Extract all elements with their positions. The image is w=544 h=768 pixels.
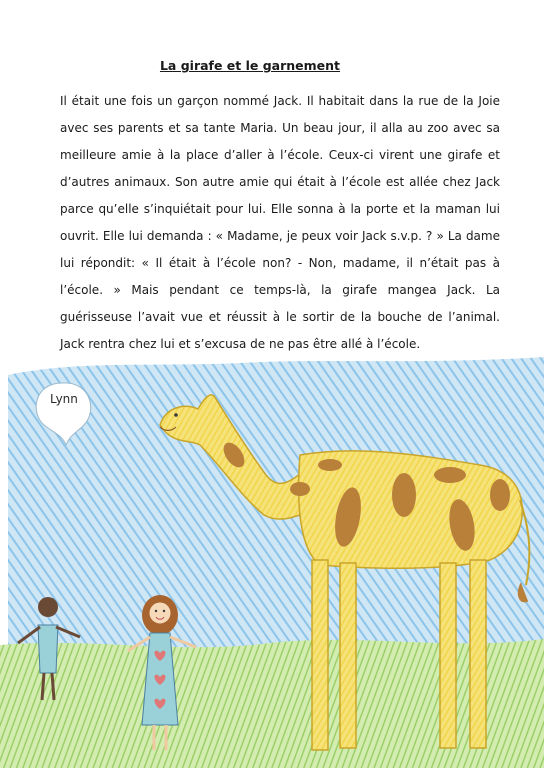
artist-signature: Lynn: [50, 392, 78, 406]
story-title: La girafe et le garnement: [159, 58, 341, 73]
story-body: Il était une fois un garçon nommé Jack. Il habitait dans la rue de la Joie avec ses parents et sa tante Maria. Un beau jour, il alla au zoo avec sa meilleure amie à la place d’aller à l’école. Ceux-ci virent une girafe et d’autres animaux. Son autre amie qui était à l’école est allée chez Jack parce qu’elle s’inquiétait pour lui. Elle sonna à la porte et la maman lui ouvrit. Elle lui demanda : « Madame, je peux voir Jack s.v.p. ? » La dame lui répondit: « Il était à l’école non? - Non, madame, il n’était pas à l’école. » Mais pendant ce temps-là, la girafe mangea Jack. La guérisseuse l’avait vue et réussit à le sortir de la bouche de l’animal. Jack rentra chez lui et s’excusa de ne pas être allé à l’école.: [60, 94, 500, 351]
child-drawing: [0, 355, 544, 768]
grass: [0, 639, 544, 768]
drawing-canvas: [0, 355, 544, 768]
